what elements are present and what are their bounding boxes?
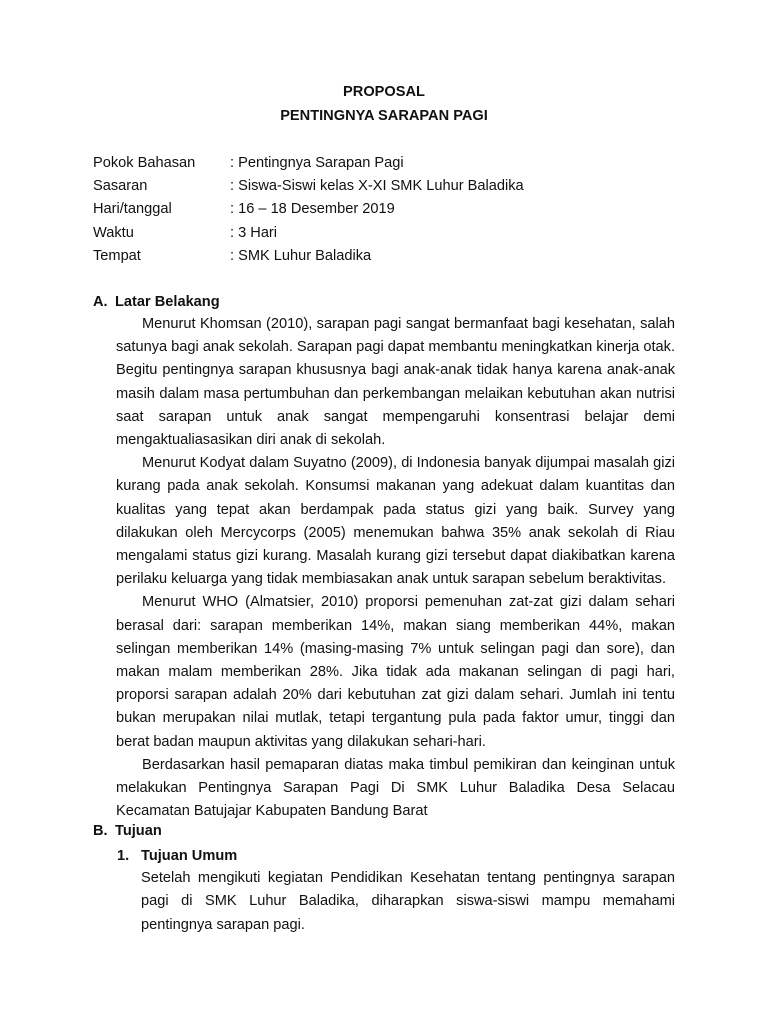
- meta-value: : Pentingnya Sarapan Pagi: [230, 155, 404, 171]
- paragraph: Setelah mengikuti kegiatan Pendidikan Kesehatan tentang pentingnya sarapan pagi di SMK Luhur Baladika, diharapkan siswa-siswi mampu memahami pentingnya sarapan pagi.: [141, 870, 675, 933]
- paragraph: Menurut Kodyat dalam Suyatno (2009), di Indonesia banyak dijumpai masalah gizi kurang pada anak sekolah. Konsumsi makanan yang adekuat dalam kuantitas dan kualitas yang tepat akan berdampak pada status gizi yang baik. Survey yang dilakukan oleh Mercycorps (2005) menemukan bahwa 35% anak sekolah di Riau mengalami status gizi kurang. Masalah kurang gizi tersebut dapat diakibatkan karena perilaku keluarga yang tidak membiasakan anak untuk sarapan sebelum beraktivitas.: [116, 455, 675, 588]
- meta-label: Tempat: [93, 247, 141, 264]
- meta-value: : Siswa-Siswi kelas X-XI SMK Luhur Baladika: [230, 178, 524, 195]
- paragraph: Menurut WHO (Almatsier, 2010) proporsi pemenuhan zat-zat gizi dalam sehari berasal dari: sarapan memberikan 14%, makan siang memberikan 44%, makan selingan memberikan 14% (masing-masing 7% untuk selingan pagi dan sore), dan makan malam memberikan 28%. Jika tidak ada makanan selingan di pagi hari, proporsi sarapan adalah 20% dari kebutuhan zat gizi dalam sehari. Jumlah ini tentu bukan merupakan nilai mutlak, tetapi tergantung pula pada faktor umur, tinggi dan berat badan maupun aktivitas yang dilakukan sehari-hari.: [116, 594, 675, 750]
- meta-label: Waktu: [93, 224, 134, 241]
- subsection-title: Tujuan Umum: [141, 848, 238, 864]
- meta-table: [93, 152, 693, 268]
- meta-row-sasaran: [93, 175, 693, 198]
- section-letter: B.: [93, 823, 108, 839]
- tujuan-umum-body: [141, 867, 675, 937]
- meta-row-pokok-bahasan: [93, 152, 693, 175]
- paragraph: Menurut Khomsan (2010), sarapan pagi sangat bermanfaat bagi kesehatan, salah satunya bagi anak sekolah. Sarapan pagi dapat membantu meningkatkan kinerja otak. Begitu pentingnya sarapan khususnya bagi anak-anak tidak hanya karena anak-anak masih dalam masa pertumbuhan dan perkembangan melaikan kebutuhan akan nutrisi saat sarapan untuk anak sangat mempengaruhi konsentrasi belajar demi mengaktualiasasikan diri anak di sekolah.: [116, 316, 675, 449]
- section-title: Tujuan: [115, 823, 162, 839]
- meta-row-hari-tanggal: [93, 198, 693, 221]
- meta-label: Pokok Bahasan: [93, 155, 196, 171]
- section-title: Latar Belakang: [115, 294, 220, 310]
- meta-value: : 16 – 18 Desember 2019: [230, 201, 395, 218]
- section-letter: A.: [93, 294, 108, 310]
- paragraph: Berdasarkan hasil pemaparan diatas maka timbul pemikiran dan keinginan untuk melakukan Pentingnya Sarapan Pagi Di SMK Luhur Baladika Desa Selacau Kecamatan Batujajar Kabupaten Bandung Barat: [116, 756, 675, 820]
- meta-label: Sasaran: [93, 178, 148, 195]
- document-title: PROPOSAL: [343, 84, 425, 100]
- meta-label: Hari/tanggal: [93, 201, 172, 218]
- latar-belakang-body: [116, 313, 675, 823]
- subsection-number: 1.: [117, 848, 130, 864]
- meta-row-waktu: [93, 222, 693, 245]
- meta-value: : 3 Hari: [230, 224, 278, 241]
- meta-value: : SMK Luhur Baladika: [230, 247, 372, 264]
- document-subtitle: PENTINGNYA SARAPAN PAGI: [280, 108, 488, 124]
- meta-row-tempat: [93, 245, 693, 268]
